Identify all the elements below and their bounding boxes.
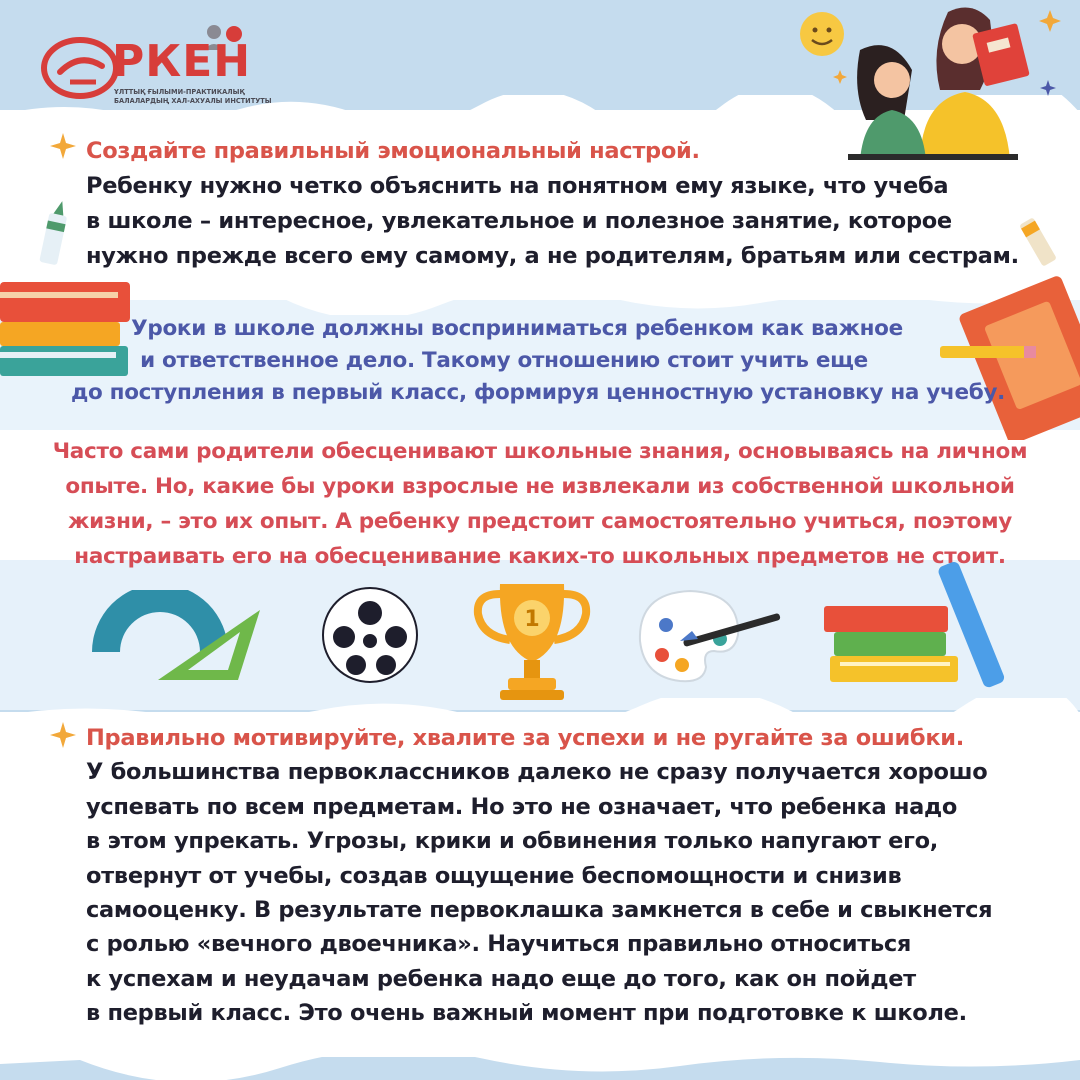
logo-subtitle-line2: БАЛАЛАРДЫҢ ХАЛ-АХУАЛЫ ИНСТИТУТЫ [114, 97, 272, 105]
soccer-ball-icon [320, 585, 420, 685]
section4-line: отвернут от учебы, создав ощущение беспомощности и снизив [86, 862, 902, 889]
paint-palette-icon [630, 585, 790, 685]
section4-title: Правильно мотивируйте, хвалите за успехи и не ругайте за ошибки. [86, 725, 965, 751]
sparkle-icon [50, 133, 76, 159]
section3-line: жизни, – это их опыт. А ребенку предстоит самостоятельно учиться, поэтому [68, 509, 1012, 534]
section1-line: нужно прежде всего ему самому, а не родителям, братьям или сестрам. [86, 243, 1019, 269]
section1-title: Создайте правильный эмоциональный настрой. [86, 138, 700, 164]
section4-line: в этом упрекать. Угрозы, крики и обвинения только напугают его, [86, 828, 938, 855]
section2-text [0, 313, 1080, 409]
section4-line: с ролью «вечного двоечника». Научиться правильно относиться [86, 931, 912, 958]
section3-line: опыте. Но, какие бы уроки взрослые не извлекали из собственной школьной [65, 474, 1015, 499]
section2-line: Уроки в школе должны восприниматься ребенком как важное [131, 316, 903, 341]
section4-line: в первый класс. Это очень важный момент при подготовке к школе. [86, 1000, 967, 1027]
section4-line: У большинства первоклассников далеко не сразу получается хорошо [86, 759, 988, 786]
torn-edge-bottom-card-bottom [0, 1050, 1080, 1080]
sparkle-icon [50, 722, 76, 748]
section2-line: и ответственное дело. Такому отношению стоит учить еще [140, 348, 868, 373]
torn-edge-bottom [0, 285, 1080, 315]
section4-text [86, 721, 992, 1031]
erken-logo [40, 28, 272, 108]
logo-word: РКЕН [112, 36, 252, 87]
trophy-icon [470, 578, 594, 708]
books-pencil-icon [820, 560, 1020, 690]
crayon-right-icon [1020, 208, 1080, 268]
section1-line: в школе – интересное, увлекательное и полезное занятие, которое [86, 208, 952, 234]
logo-subtitle-line1: ҰЛТТЫҚ ҒЫЛЫМИ-ПРАКТИКАЛЫҚ [114, 88, 245, 96]
section1-line: Ребенку нужно четко объяснить на понятном ему языке, что учеба [86, 173, 949, 199]
protractor-triangle-icon [88, 590, 268, 690]
section4-line: к успехам и неудачам ребенка надо еще до того, как он пойдет [86, 965, 916, 992]
trophy-number: 1 [524, 607, 540, 632]
section1-text [86, 134, 1019, 274]
logo-emblem-icon [40, 32, 120, 102]
section3-text [0, 434, 1080, 574]
section4-line: самооценку. В результате первоклашка замкнется в себе и свыкнется [86, 897, 993, 924]
section4-line: успевать по всем предметам. Но это не означает, что ребенка надо [86, 793, 958, 820]
crayon-left-icon [36, 200, 76, 270]
section3-line: Часто сами родители обесценивают школьные знания, основываясь на личном [52, 439, 1028, 464]
section2-line: до поступления в первый класс, формируя ценностную установку на учебу. [70, 380, 1006, 405]
section3-line: настраивать его на обесценивание каких-то школьных предметов не стоит. [74, 544, 1006, 569]
